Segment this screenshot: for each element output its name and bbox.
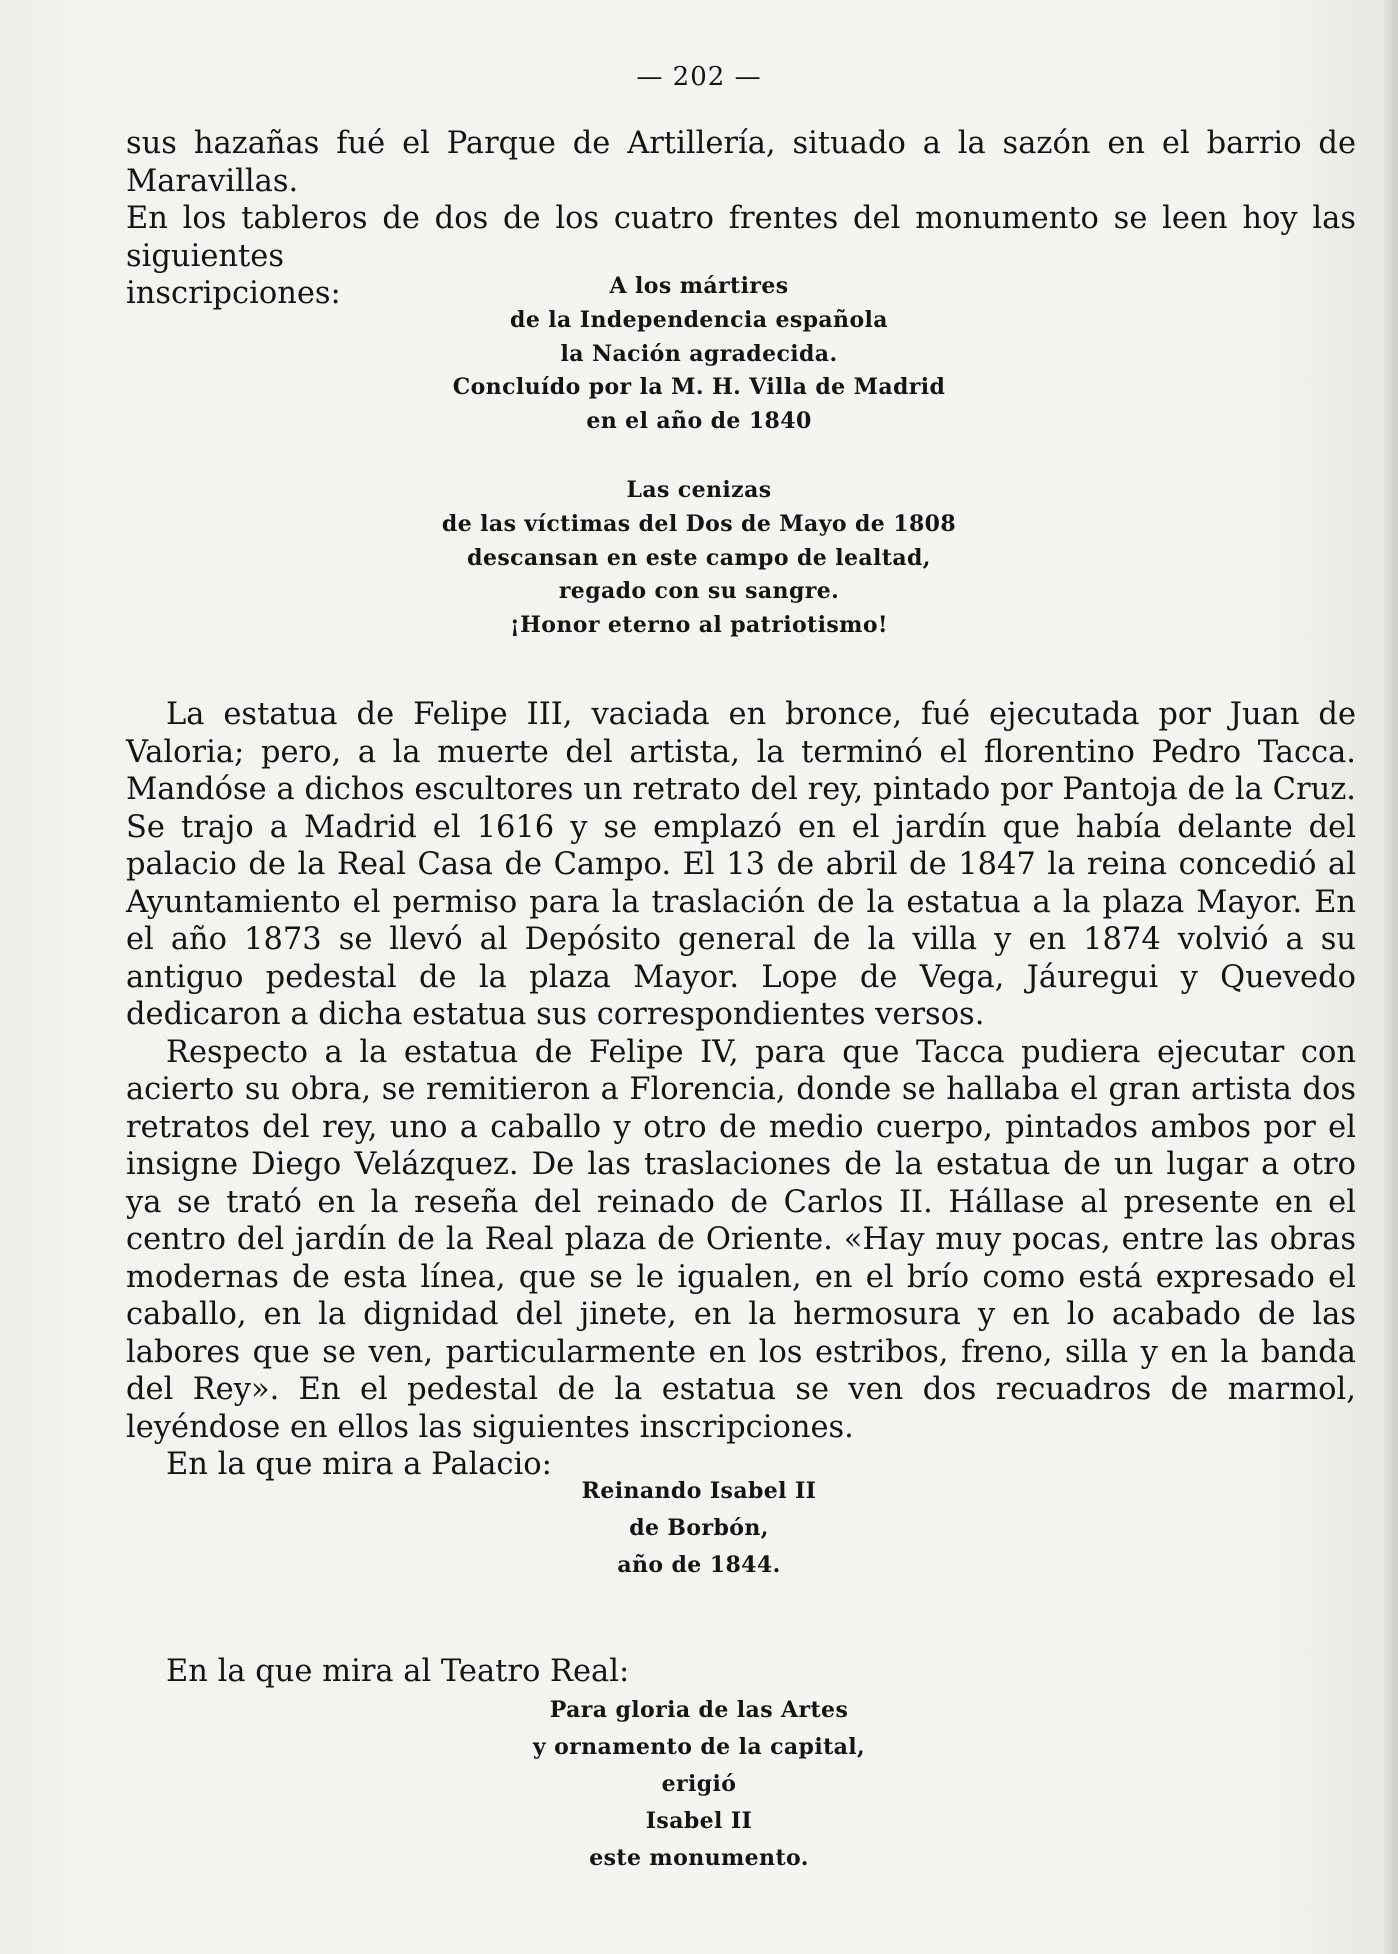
inscription-line: regado con su sangre. bbox=[558, 578, 840, 605]
inscription-line: ¡Honor eterno al patriotismo! bbox=[510, 612, 888, 639]
inscription-line: en el año de 1840 bbox=[586, 408, 812, 435]
inscription-line: Reinando Isabel II bbox=[581, 1478, 817, 1504]
inscription-palacio bbox=[0, 1473, 1398, 1584]
intro-line: sus hazañas fué el Parque de Artillería, situado a la sazón en el barrio de Maravillas. bbox=[126, 126, 1356, 199]
inscription-line: Concluído por la M. H. Villa de Madrid bbox=[452, 374, 946, 401]
inscription-teatro-real bbox=[0, 1692, 1398, 1877]
inscription-line: Para gloria de las Artes bbox=[549, 1697, 849, 1723]
inscription-line: de las víctimas del Dos de Mayo de 1808 bbox=[441, 510, 957, 537]
inscription-line: Isabel II bbox=[645, 1808, 753, 1834]
inscription-line: de la Independencia española bbox=[510, 306, 888, 333]
intro-line: En los tableros de dos de los cuatro frentes del monumento se leen hoy las siguientes bbox=[126, 201, 1356, 274]
paragraph-teatro-heading: En la que mira al Teatro Real: bbox=[166, 1654, 630, 1689]
intro-line: inscripciones: bbox=[126, 276, 341, 311]
inscription-monument-front-1 bbox=[0, 270, 1398, 439]
inscription-line: este monumento. bbox=[589, 1845, 809, 1871]
paragraph-palacio-heading: En la que mira a Palacio: bbox=[166, 1447, 552, 1482]
inscription-monument-front-2 bbox=[0, 474, 1398, 643]
inscription-line: y ornamento de la capital, bbox=[532, 1734, 866, 1760]
inscription-line: erigió bbox=[661, 1771, 737, 1797]
inscription-line: de Borbón, bbox=[629, 1515, 769, 1541]
page-number: — 202 — bbox=[636, 62, 762, 92]
inscription-line: Las cenizas bbox=[626, 477, 772, 503]
inscription-line: año de 1844. bbox=[617, 1552, 781, 1578]
inscription-line: descansan en este campo de lealtad, bbox=[467, 544, 931, 571]
body-text bbox=[126, 696, 1356, 1484]
inscription-line: la Nación agradecida. bbox=[560, 340, 838, 367]
paragraph-felipe-iii: La estatua de Felipe III, vaciada en bronce, fué ejecutada por Juan de Valoria; pero, a la muerte del artista, la terminó el florentino Pedro Tacca. Mandóse a dichos escultores un retrato del rey, pintado por Pantoja de la Cruz. Se trajo a Madrid el 1616 y se emplazó en el jardín que había delante del palacio de la Real Casa de Campo. El 13 de abril de 1847 la reina concedió al Ayuntamiento el permiso para la traslación de la estatua a la plaza Mayor. En el año 1873 se llevó al Depósito general de la villa y en 1874 volvió a su antiguo pedestal de la plaza Mayor. Lope de Vega, Jáuregui y Quevedo dedicaron a dicha estatua sus correspondientes versos. bbox=[126, 697, 1356, 1032]
teatro-heading-block bbox=[126, 1653, 1356, 1691]
paragraph-felipe-iv: Respecto a la estatua de Felipe IV, para que Tacca pudiera ejecutar con acierto su obra, se remitieron a Florencia, donde se hallaba el gran artista dos retratos del rey, uno a caballo y otro de medio cuerpo, pintados ambos por el insigne Diego Velázquez. De las traslaciones de la estatua de un lugar a otro ya se trató en la reseña del reinado de Carlos II. Hállase al presente en el centro del jardín de la Real plaza de Oriente. «Hay muy pocas, entre las obras modernas de esta línea, que se le igualen, en el brío como está expresado el caballo, en la dignidad del jinete, en la hermosura y en lo acabado de las labores que se ven, particularmente en los estribos, freno, silla y en la banda del Rey». En el pedestal de la estatua se ven dos recuadros de marmol, leyéndose en ellos las siguientes inscripciones. bbox=[126, 1034, 1356, 1445]
inscription-line: A los mártires bbox=[609, 273, 789, 299]
